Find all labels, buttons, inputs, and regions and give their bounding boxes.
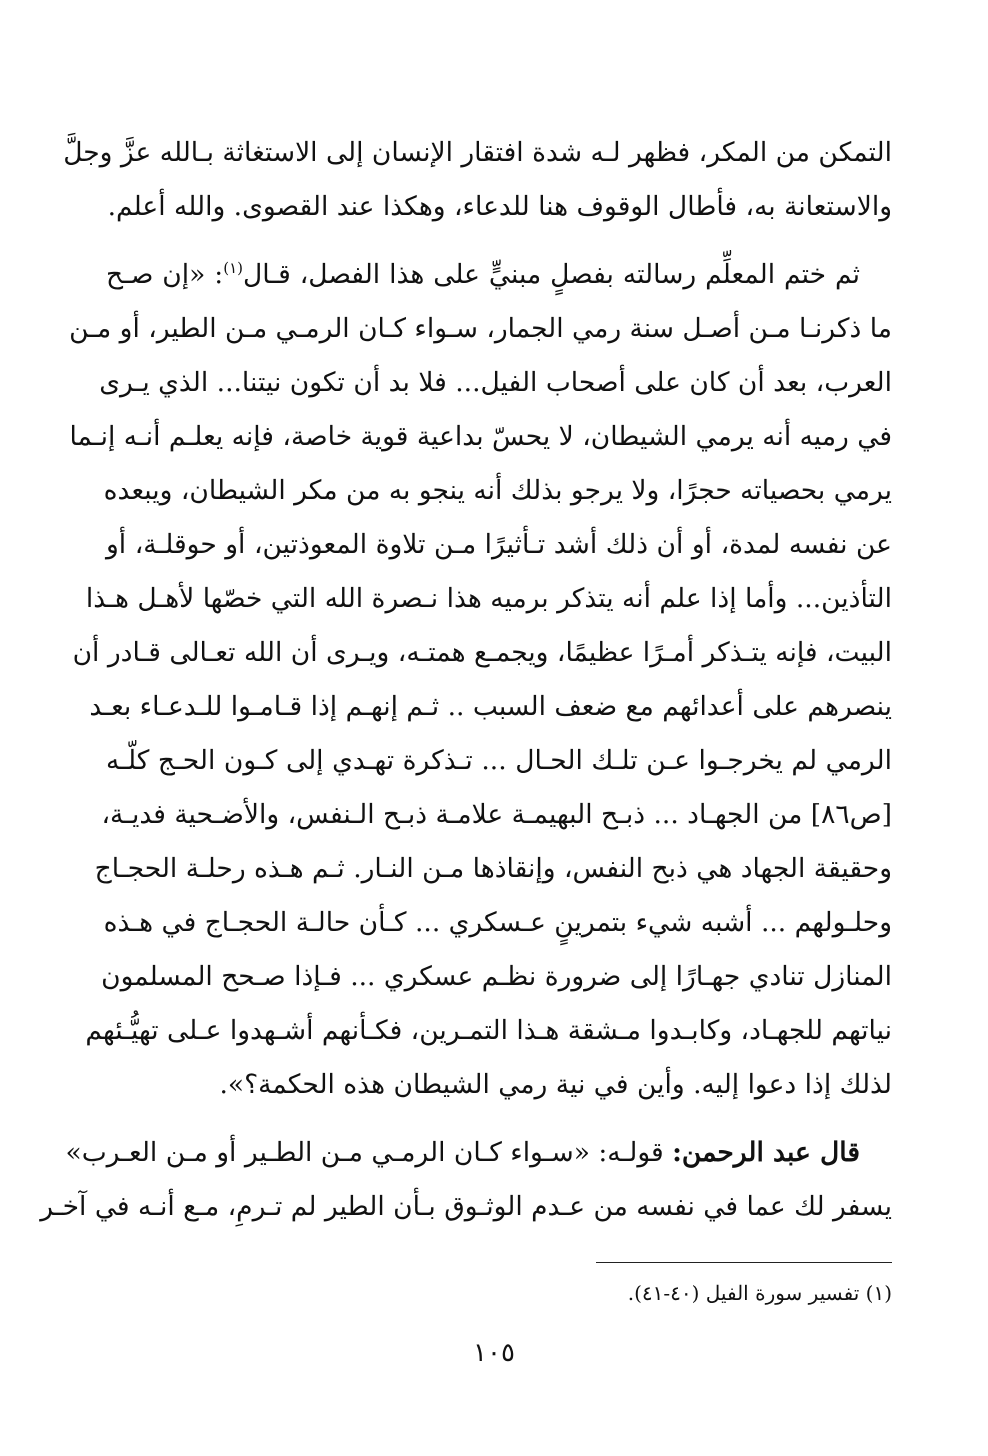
- text-line: عن نفسه لمدة، أو أن ذلك أشد تـأثيرًا مـن تلاوة المعوذتين، أو حوقلـة، أو: [106, 529, 892, 560]
- text-line: نياتهم للجهـاد، وكابـدوا مـشقة هـذا التمـرين، فكـأنهم أشـهدوا عـلى تهيُّـئهم: [85, 1015, 892, 1046]
- text-line: [ص٨٦] من الجهـاد ... ذبـح البهيمـة علامـة ذبـح الـنفس، والأضـحية فديـة،: [101, 799, 892, 830]
- text-line: العرب، بعد أن كان على أصحاب الفيل... فلا بد أن تكون نيتنا... الذي يـرى: [99, 367, 892, 398]
- footnote-separator: [596, 1262, 892, 1263]
- text-line: يسفر لك عما في نفسه من عـدم الوثـوق بـأن الطير لم تـرمِ، مـع أنـه في آخـر: [40, 1191, 892, 1222]
- footnote: (١) تفسير سورة الفيل (٤٠-٤١).: [627, 1281, 892, 1305]
- text-line: التمكن من المكر، فظهر لـه شدة افتقار الإنسان إلى الاستغاثة بـالله عزَّ وجلَّ: [63, 137, 892, 168]
- text-line: المنازل تنادي جهـارًا إلى ضرورة نظـم عسكري ... فـإذا صـحح المسلمون: [101, 961, 892, 992]
- paragraph-2: [69, 248, 892, 1112]
- text-line: يرمي بحصياته حجرًا، ولا يرجو بذلك أنه ينجو به من مكر الشيطان، ويبعده: [103, 475, 892, 506]
- text-line: وحلـولهم ... أشبه شيء بتمرينٍ عـسكري ... كـأن حالـة الحجـاج في هـذه: [103, 907, 892, 938]
- body-text: [40, 126, 892, 1234]
- text-line: وحقيقة الجهاد هي ذبح النفس، وإنقاذها مـن النـار. ثـم هـذه رحلـة الحجـاج: [94, 853, 892, 884]
- speaker-label: قال عبد الرحمن:: [672, 1137, 860, 1168]
- paragraph-3: [40, 1126, 892, 1234]
- text-segment: ثم ختم المعلِّم رسالته بفصلٍ مبنيٍّ على هذا الفصل، قـال: [243, 259, 861, 290]
- text-segment: قولـه: «سـواء كـان الرمـي مـن الطـير أو مـن العـرب»: [65, 1137, 673, 1168]
- text-line: والاستعانة به، فأطال الوقوف هنا للدعاء، وهكذا عند القصوى. والله أعلم.: [107, 191, 892, 222]
- text-line: الرمي لم يخرجـوا عـن تلـك الحـال ... تـذكرة تهـدي إلى كـون الحـج كلّـه: [106, 745, 892, 776]
- text-line: في رميه أنه يرمي الشيطان، لا يحسّ بداعية قوية خاصة، فإنه يعلـم أنـه إنـما: [69, 421, 892, 452]
- footnote-marker[interactable]: (١): [223, 259, 243, 278]
- text-line: [65, 1126, 892, 1180]
- page-number: ١٠٥: [473, 1338, 515, 1368]
- text-line: التأذين... وأما إذا علم أنه يتذكر برميه هذا نـصرة الله التي خصّها لأهـل هـذا: [85, 583, 892, 614]
- text-line: ينصرهم على أعدائهم مع ضعف السبب .. ثـم إنهـم إذا قـامـوا للـدعـاء بعـد: [89, 691, 892, 722]
- text-line: لذلك إذا دعوا إليه. وأين في نية رمي الشيطان هذه الحكمة؟».: [219, 1069, 892, 1100]
- text-segment: : «إن صـح: [106, 259, 224, 290]
- paragraph-1: [63, 126, 892, 234]
- text-line: البيت، فإنه يتـذكر أمـرًا عظيمًا، ويجمـع همتـه، ويـرى أن الله تعـالى قـادر أن: [72, 637, 892, 668]
- text-line: ما ذكرنـا مـن أصـل سنة رمي الجمار، سـواء كـان الرمـي مـن الطير، أو مـن: [69, 313, 892, 344]
- text-line: [106, 248, 892, 302]
